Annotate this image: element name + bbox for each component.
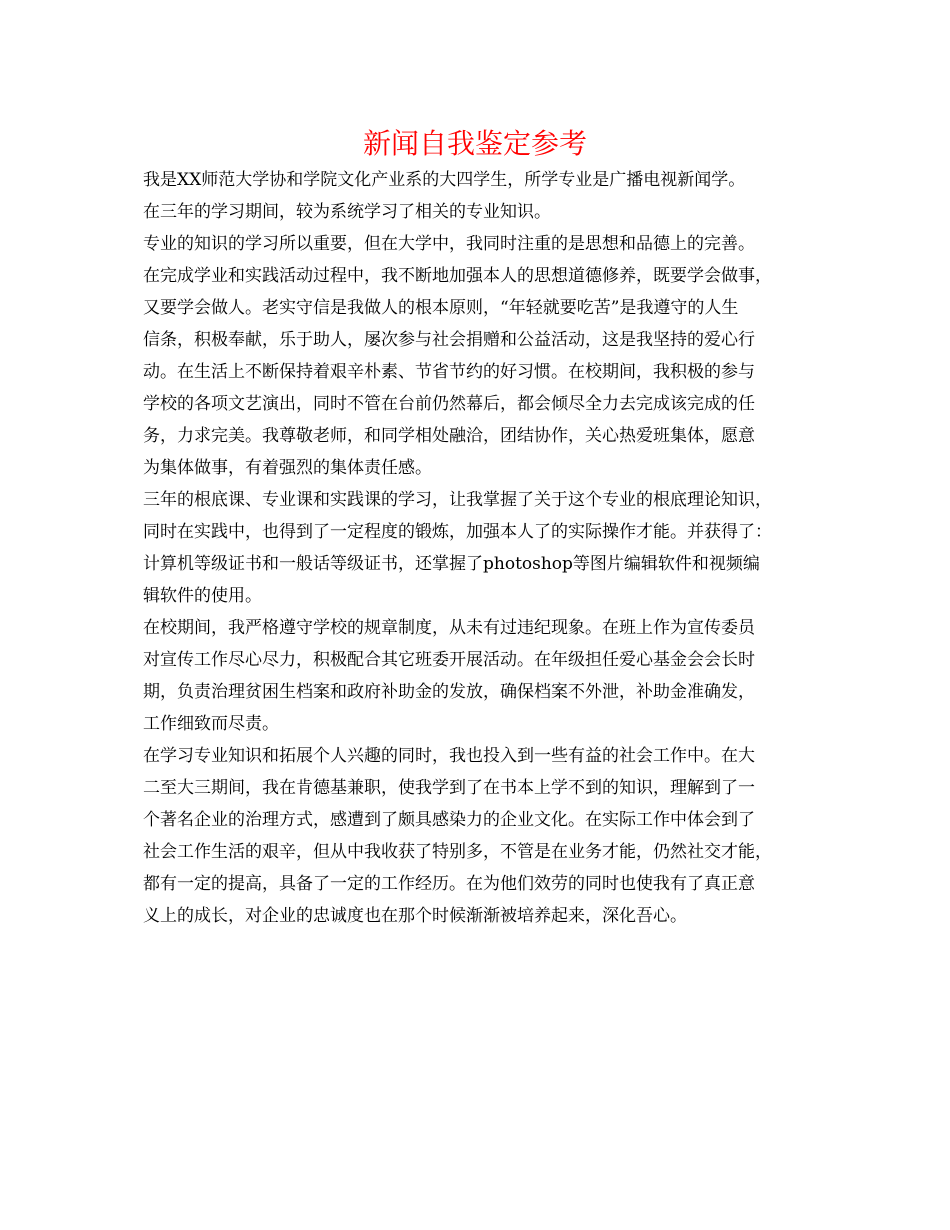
body-line: 社会工作生活的艰辛，但从中我收获了特别多，不管是在业务才能，仍然社交才能，: [143, 842, 772, 862]
body-line: 学校的各项文艺演出，同时不管在台前仍然幕后，都会倾尽全力去完成该完成的任: [143, 394, 755, 414]
body-line: 信条，积极奉献，乐于助人，屡次参与社会捐赠和公益活动，这是我坚持的爱心行: [143, 330, 755, 350]
body-line: 在学习专业知识和拓展个人兴趣的同时，我也投入到一些有益的社会工作中。在大: [143, 746, 755, 766]
body-line: 我是XX师范大学协和学院文化产业系的大四学生，所学专业是广播电视新闻学。: [143, 170, 746, 190]
body-line: 都有一定的提高，具备了一定的工作经历。在为他们效劳的同时也使我有了真正意: [143, 874, 755, 894]
body-line: 在完成学业和实践活动过程中，我不断地加强本人的思想道德修养，既要学会做事，: [143, 266, 772, 286]
body-line: 期，负责治理贫困生档案和政府补助金的发放，确保档案不外泄，补助金准确发，: [143, 682, 755, 702]
body-line: 对宣传工作尽心尽力，积极配合其它班委开展活动。在年级担任爱心基金会会长时: [143, 650, 755, 670]
body-line: 工作细致而尽责。: [143, 714, 279, 734]
body-line: 义上的成长，对企业的忠诚度也在那个时候渐渐被培养起来，深化吾心。: [143, 906, 687, 926]
body-line: 动。在生活上不断保持着艰辛朴素、节省节约的好习惯。在校期间，我积极的参与: [143, 362, 755, 382]
body-line: 在校期间，我严格遵守学校的规章制度，从未有过违纪现象。在班上作为宣传委员: [143, 618, 755, 638]
body-line: 三年的根底课、专业课和实践课的学习，让我掌握了关于这个专业的根底理论知识，: [143, 490, 772, 510]
body-line: 在三年的学习期间，较为系统学习了相关的专业知识。: [143, 202, 551, 222]
body-line: 专业的知识的学习所以重要，但在大学中，我同时注重的是思想和品德上的完善。: [143, 234, 755, 254]
body-line: 个著名企业的治理方式，感遭到了颇具感染力的企业文化。在实际工作中体会到了: [143, 810, 755, 830]
body-line: 辑软件的使用。: [143, 586, 262, 606]
body-line: 同时在实践中，也得到了一定程度的锻炼，加强本人了的实际操作才能。并获得了：: [143, 522, 772, 542]
body-line: 二至大三期间，我在肯德基兼职，使我学到了在书本上学不到的知识，理解到了一: [143, 778, 755, 798]
body-line: 务，力求完美。我尊敬老师，和同学相处融洽，团结协作，关心热爱班集体，愿意: [143, 426, 755, 446]
body-line: 又要学会做人。老实守信是我做人的根本原则，“年轻就要吃苦”是我遵守的人生: [143, 298, 739, 318]
body-line: 计算机等级证书和一般话等级证书，还掌握了photoshop等图片编辑软件和视频编: [143, 554, 760, 574]
document-title: 新闻自我鉴定参考: [362, 127, 587, 160]
document-body: [143, 164, 823, 932]
body-line: 为集体做事，有着强烈的集体责任感。: [143, 458, 432, 478]
